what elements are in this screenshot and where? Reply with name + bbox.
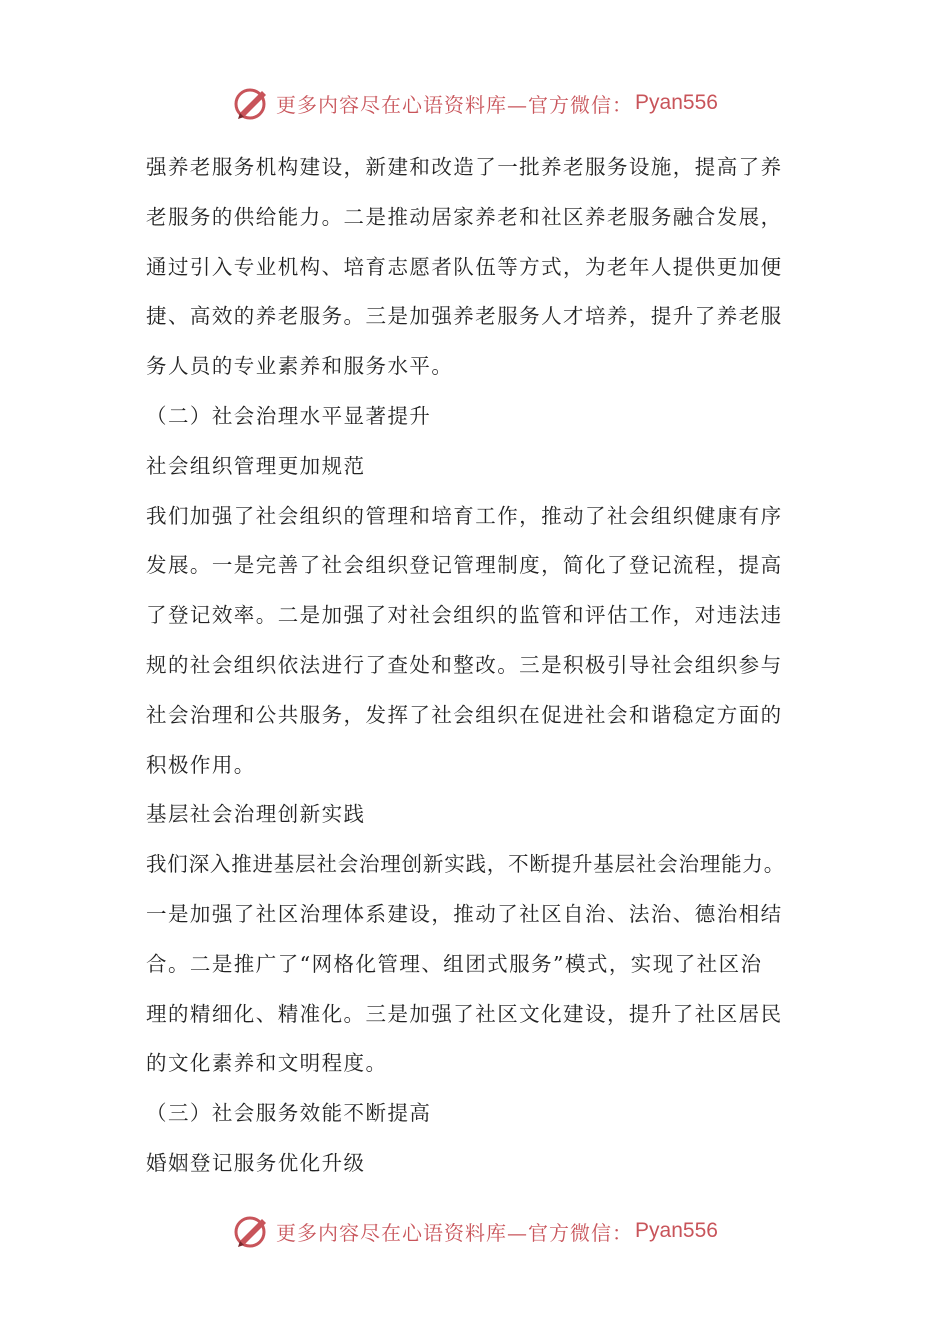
text-line: 通过引入专业机构、培育志愿者队伍等方式，为老年人提供更加便 bbox=[146, 254, 783, 279]
section-heading: （三）社会服务效能不断提高 bbox=[146, 1101, 432, 1126]
banner-text: 更多内容尽在心语资料库—官方微信： bbox=[276, 1220, 634, 1245]
section-heading: （二）社会治理水平显著提升 bbox=[146, 403, 432, 428]
text-line: 的文化素养和文明程度。 bbox=[146, 1051, 388, 1076]
text-line: 发展。一是完善了社会组织登记管理制度，简化了登记流程，提高 bbox=[146, 553, 783, 578]
text-line: 合。二是推广了“网格化管理、组团式服务”模式，实现了社区治 bbox=[146, 951, 763, 976]
text-line: 规的社会组织依法进行了查处和整改。三是积极引导社会组织参与 bbox=[146, 652, 783, 677]
banner-text: 更多内容尽在心语资料库—官方微信： bbox=[276, 92, 634, 117]
pen-logo-icon bbox=[232, 83, 272, 123]
text-line: 一是加强了社区治理体系建设，推动了社区自治、法治、德治相结 bbox=[146, 901, 783, 926]
text-line: 我们深入推进基层社会治理创新实践，不断提升基层社会治理能力。 bbox=[146, 852, 785, 877]
text-line: 老服务的供给能力。二是推动居家养老和社区养老服务融合发展， bbox=[146, 204, 783, 229]
subsection-heading: 社会组织管理更加规范 bbox=[146, 453, 366, 478]
text-line: 务人员的专业素养和服务水平。 bbox=[146, 354, 454, 379]
banner-wechat-id: Pyan556 bbox=[635, 91, 718, 114]
subsection-heading: 婚姻登记服务优化升级 bbox=[146, 1150, 366, 1175]
text-line: 我们加强了社会组织的管理和培育工作，推动了社会组织健康有序 bbox=[146, 503, 783, 528]
text-line: 强养老服务机构建设，新建和改造了一批养老服务设施，提高了养 bbox=[146, 155, 783, 179]
text-line: 理的精细化、精准化。三是加强了社区文化建设，提升了社区居民 bbox=[146, 1001, 783, 1026]
subsection-heading: 基层社会治理创新实践 bbox=[146, 802, 366, 827]
text-line: 积极作用。 bbox=[146, 752, 256, 777]
text-line: 社会治理和公共服务，发挥了社会组织在促进社会和谐稳定方面的 bbox=[146, 702, 783, 727]
text-line: 了登记效率。二是加强了对社会组织的监管和评估工作，对违法违 bbox=[146, 603, 783, 628]
text-line: 捷、高效的养老服务。三是加强养老服务人才培养，提升了养老服 bbox=[146, 304, 783, 329]
document-body bbox=[146, 143, 816, 1189]
footer-banner bbox=[0, 1208, 950, 1254]
banner-wechat-id: Pyan556 bbox=[635, 1219, 718, 1242]
header-banner bbox=[0, 80, 950, 126]
pen-logo-icon bbox=[232, 1211, 272, 1251]
